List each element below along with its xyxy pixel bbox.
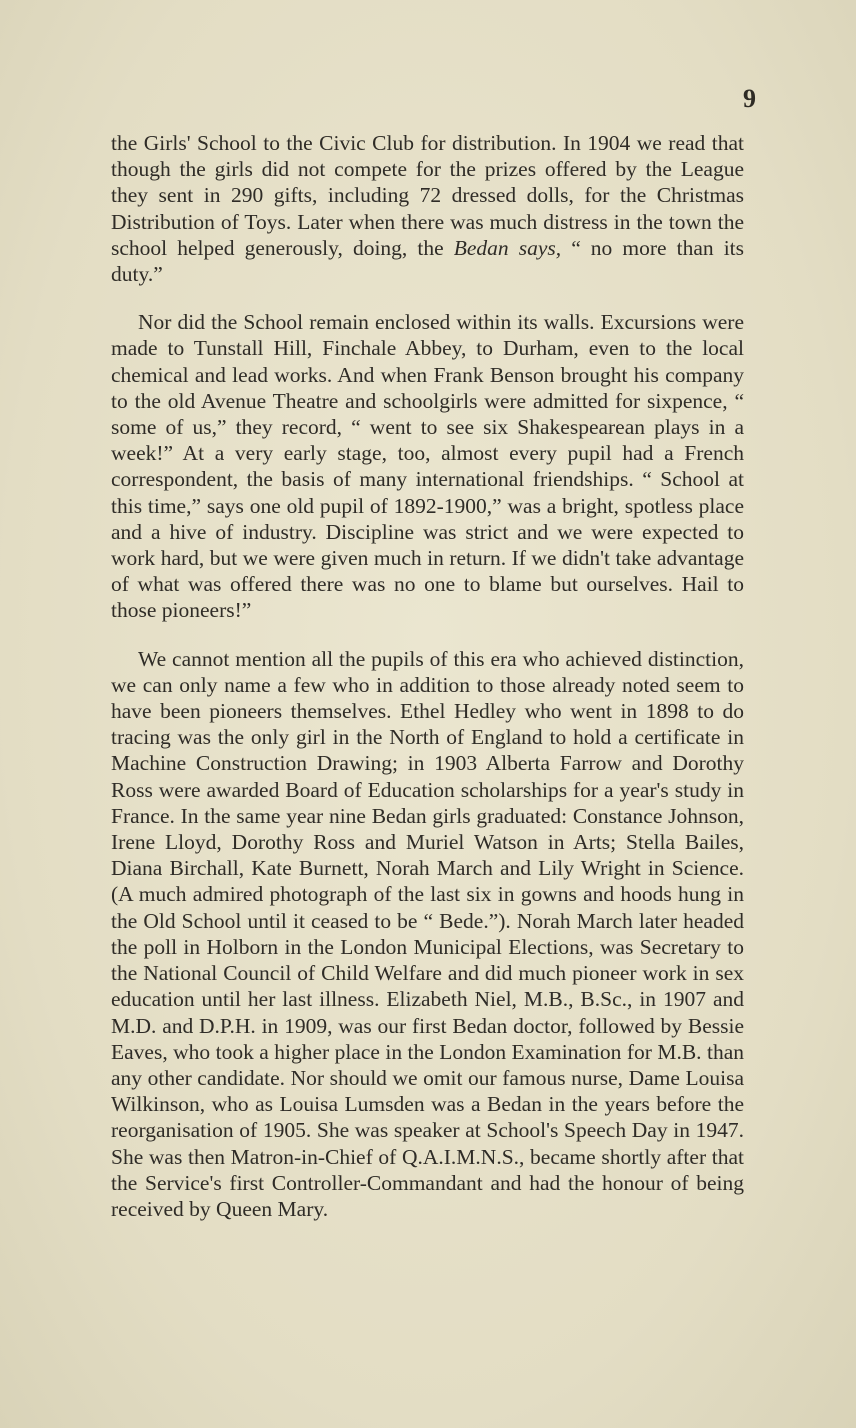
paragraph-1: [111, 130, 744, 287]
body-text: [111, 130, 744, 1222]
paragraph-1-text-a: the Girls' School to the Civic Club for distribution. In 1904 we read that though the girls did not compete for the prizes offered by the League they sent in 290 gifts, including 72 dressed dolls, for the Christmas Distribution of Toys. Later when there was much distress in the town the school helped generously, doing, the: [111, 131, 744, 260]
paragraph-1-text-b: “ no more than its duty.”: [111, 235, 745, 287]
paragraph-1-italic: Bedan says,: [453, 235, 562, 260]
paragraph-3: We cannot mention all the pupils of this era who achieved distinction, we can only name a few who in addition to those already noted seem to have been pioneers themselves. Ethel Hedley who went in 1898 to do tracing was the only girl in the North of England to hold a certificate in Machine Construction Drawing; in 1903 Alberta Farrow and Dorothy Ross were awarded Board of Education scholarships for a year's study in France. In the same year nine Bedan girls graduated: Constance Johnson, Irene Lloyd, Dorothy Ross and Muriel Watson in Arts; Stella Bailes, Diana Birchall, Kate Burnett, Norah March and Lily Wright in Science. (A much admired photograph of the last six in gowns and hoods hung in the Old School until it ceased to be “ Bede.”). Norah March later headed the poll in Holborn in the London Municipal Elections, was Secretary to the National Council of Child Welfare and did much pioneer work in sex education until her last illness. Elizabeth Niel, M.B., B.Sc., in 1907 and M.D. and D.P.H. in 1909, was our first Bedan doctor, followed by Bessie Eaves, who took a higher place in the London Examination for M.B. than any other candidate. Nor should we omit our famous nurse, Dame Louisa Wilkinson, who as Louisa Lumsden was a Bedan in the years before the reorganisation of 1905. She was speaker at School's Speech Day in 1947. She was then Matron-in-Chief of Q.A.I.M.N.S., became shortly after that the Service's first Controller-Commandant and had the honour of being received by Queen Mary.: [111, 646, 744, 1221]
page-number: 9: [743, 84, 756, 113]
paragraph-2: Nor did the School remain enclosed within its walls. Excursions were made to Tunstall Hill, Finchale Abbey, to Durham, even to the local chemical and lead works. And when Frank Benson brought his company to the old Avenue Theatre and schoolgirls were admitted for sixpence, “ some of us,” they record, “ went to see six Shakespearean plays in a week!” At a very early stage, too, almost every pupil had a French correspondent, the basis of many international friendships. “ School at this time,” says one old pupil of 1892-1900,” was a bright, spotless place and a hive of industry. Discipline was strict and we were expected to work hard, but we were given much in return. If we didn't take advantage of what was offered there was no one to blame but ourselves. Hail to those pioneers!”: [111, 310, 744, 623]
